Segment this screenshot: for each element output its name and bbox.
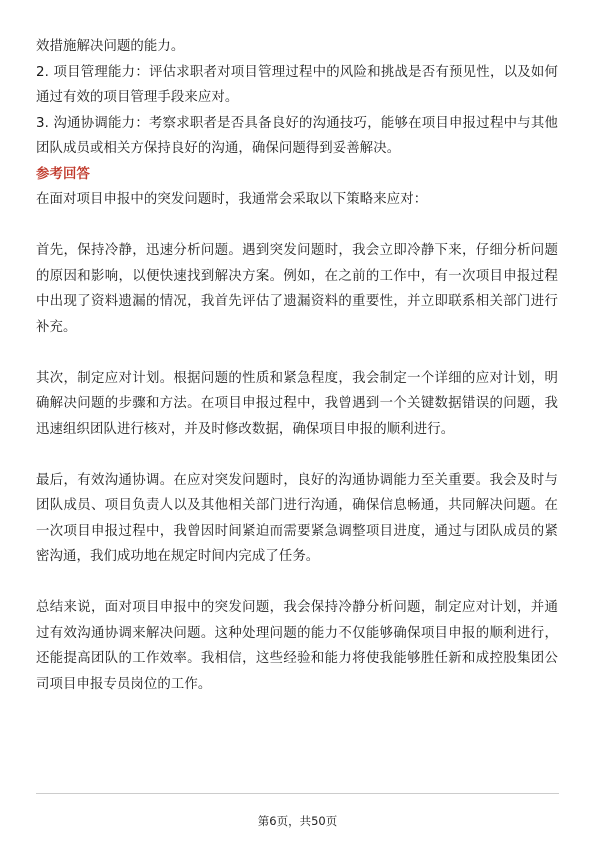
answer-paragraph-2: 其次，制定应对计划。根据问题的性质和紧急程度，我会制定一个详细的应对计划，明确解决问题的步骤和方法。在项目申报过程中，我曾遇到一个关键数据错误的问题，我迅速组织团队进行核对，并及时修改数据，确保项目申报的顺利进行。 [36,370,558,437]
answer-intro: 在面对项目申报中的突发问题时，我通常会采取以下策略来应对： [36,192,428,207]
paragraph-gap [36,570,558,596]
reference-answer-title: 参考回答 [36,166,90,182]
answer-paragraph-4: 总结来说，面对项目申报中的突发问题，我会保持冷静分析问题，制定应对计划，并通过有效沟通协调来解决问题。这种处理问题的能力不仅能够确保项目申报的顺利进行，还能提高团队的工作效率。我相信，这些经验和能力将使我能够胜任新和成控股集团公司项目申报专员岗位的工作。 [36,600,558,692]
page-content [36,34,558,697]
page-number: 第6页，共50页 [257,814,338,828]
paragraph-gap [36,213,558,239]
answer-paragraph-3: 最后，有效沟通协调。在应对突发问题时，良好的沟通协调能力至关重要。我会及时与团队成员、项目负责人以及其他相关部门进行沟通，确保信息畅通，共同解决问题。在一次项目申报过程中，我曾因时间紧迫而需要紧急调整项目进度，通过与团队成员的紧密沟通，我们成功地在规定时间内完成了任务。 [36,472,558,564]
criteria-continuation: 效措施解决问题的能力。 [36,39,185,54]
footer-divider [36,793,559,794]
criteria-item-3: 3. 沟通协调能力：考察求职者是否具备良好的沟通技巧，能够在项目申报过程中与其他团队成员或相关方保持良好的沟通，确保问题得到妥善解决。 [36,115,558,156]
answer-paragraph-1: 首先，保持冷静，迅速分析问题。遇到突发问题时，我会立即冷静下来，仔细分析问题的原因和影响，以便快速找到解决方案。例如，在之前的工作中，有一次项目申报过程中出现了资料遗漏的情况，我首先评估了遗漏资料的重要性，并立即联系相关部门进行补充。 [36,243,558,335]
criteria-item-2: 2. 项目管理能力：评估求职者对项目管理过程中的风险和挑战是否有预见性，以及如何通过有效的项目管理手段来应对。 [36,64,558,105]
paragraph-gap [36,340,558,366]
paragraph-gap [36,442,558,468]
